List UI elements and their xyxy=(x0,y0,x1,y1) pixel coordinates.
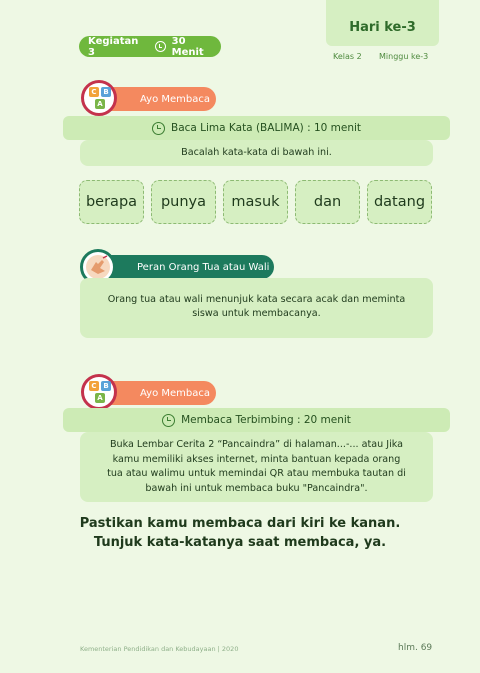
abc-blocks-icon: C B A xyxy=(81,80,117,116)
paragraph-line: tua atau walimu untuk memindai QR atau membuka tautan di xyxy=(107,468,406,479)
page-number: hlm. 69 xyxy=(398,643,433,653)
word-text: dan xyxy=(313,194,342,210)
paragraph-line: bawah ini untuk membaca buku "Pancaindra". xyxy=(145,482,368,494)
activity-bar xyxy=(63,116,450,140)
word-card xyxy=(367,180,432,224)
clock-icon xyxy=(162,414,175,427)
bar-text: Membaca Terbimbing : 20 menit xyxy=(181,414,351,426)
reminder-line: Pastikan kamu membaca dari kiri ke kanan. xyxy=(79,516,401,531)
paragraph-line: Orang tua atau wali menunjuk kata secara acak dan meminta xyxy=(107,294,406,305)
word-card xyxy=(223,180,288,224)
section-title: Ayo Membaca xyxy=(140,387,210,399)
clock-icon xyxy=(152,122,165,135)
publisher-footer: Kementerian Pendidikan dan Kebudayaan | 2020 xyxy=(80,645,239,653)
word-text: punya xyxy=(160,194,207,210)
parent-role-box xyxy=(80,278,433,338)
guided-reading-box xyxy=(80,432,433,502)
clock-icon xyxy=(155,41,166,52)
word-text: datang xyxy=(373,194,426,210)
activity-duration: 30 Menit xyxy=(171,35,204,58)
word-card xyxy=(79,180,144,224)
paragraph-line: Buka Lembar Cerita 2 “Pancaindra” di halaman...-... atau Jika xyxy=(109,439,404,450)
paragraph-line: siswa untuk membacanya. xyxy=(192,308,321,319)
section-title: Ayo Membaca xyxy=(140,93,210,105)
word-text: berapa xyxy=(85,194,138,210)
day-label: Hari ke-3 xyxy=(349,20,416,35)
activity-label: Kegiatan 3 xyxy=(88,35,139,58)
paragraph-line: kamu memiliki akses internet, minta bantuan kepada orang xyxy=(112,453,401,465)
section-title: Peran Orang Tua atau Wali xyxy=(137,261,270,273)
instruction-text: Bacalah kata-kata di bawah ini. xyxy=(181,147,332,158)
word-text: masuk xyxy=(231,194,280,210)
activity-badge xyxy=(79,36,221,57)
bar-text: Baca Lima Kata (BALIMA) : 10 menit xyxy=(170,122,362,134)
activity-bar xyxy=(63,408,450,432)
word-card xyxy=(295,180,360,224)
section-header-parent-role xyxy=(96,255,274,279)
week-label: Minggu ke-3 xyxy=(379,52,429,61)
instruction-box xyxy=(80,140,433,166)
word-card xyxy=(151,180,216,224)
abc-blocks-icon: C B A xyxy=(81,374,117,410)
reminder-line: Tunjuk kata-katanya saat membaca, ya. xyxy=(93,535,387,550)
class-label: Kelas 2 xyxy=(333,52,362,61)
day-tab xyxy=(326,0,439,46)
